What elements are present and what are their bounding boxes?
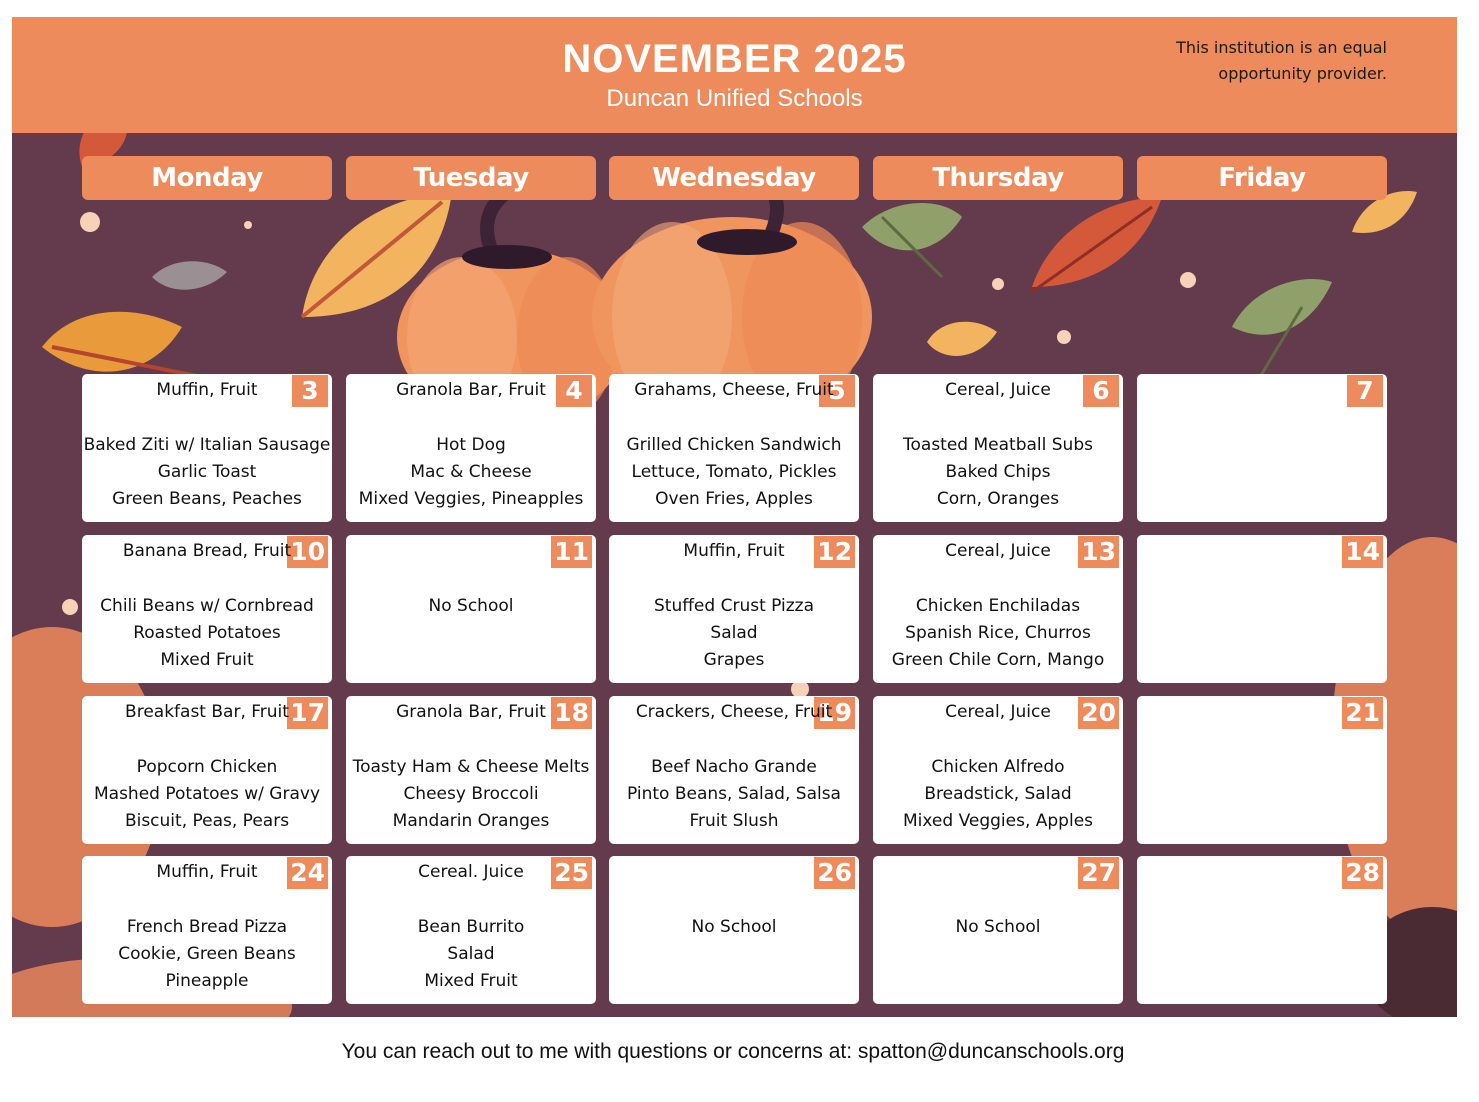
lunch-item: Fruit Slush <box>689 811 779 831</box>
lunch-item: Garlic Toast <box>157 462 257 482</box>
district-name: Duncan Unified Schools <box>606 85 863 112</box>
day-number-badge: 10 <box>287 536 328 568</box>
lunch-menu <box>609 754 859 835</box>
lunch-item <box>1137 486 1387 513</box>
lunch-item <box>873 941 1123 968</box>
lunch-menu <box>1137 432 1387 513</box>
weekday-header-thursday: Thursday <box>873 156 1123 200</box>
day-number-badge: 11 <box>551 536 592 568</box>
day-cell <box>609 535 859 683</box>
lunch-item <box>609 941 859 968</box>
day-cell <box>346 856 596 1004</box>
lunch-menu <box>609 914 859 995</box>
lunch-item <box>1137 432 1387 459</box>
lunch-item: Chicken Alfredo <box>931 757 1065 777</box>
day-cell <box>1137 374 1387 522</box>
leaf-icon <box>1232 279 1332 382</box>
day-number-badge: 27 <box>1078 857 1119 889</box>
lunch-item: Pineapple <box>165 971 249 991</box>
lunch-item <box>1137 593 1387 620</box>
lunch-item: Baked Chips <box>945 462 1051 482</box>
lunch-item <box>1137 808 1387 835</box>
lunch-item: Roasted Potatoes <box>133 623 281 643</box>
day-number-badge: 21 <box>1342 697 1383 729</box>
lunch-item: Baked Ziti w/ Italian Sausage <box>83 435 331 455</box>
lunch-item: Mac & Cheese <box>410 462 532 482</box>
page-title: NOVEMBER 2025 <box>562 37 907 81</box>
day-cell <box>609 856 859 1004</box>
lunch-item: Hot Dog <box>436 435 506 455</box>
lunch-item: Mixed Veggies, Pineapples <box>358 489 584 509</box>
leaf-icon <box>42 312 202 377</box>
lunch-item: Cheesy Broccoli <box>403 784 539 804</box>
lunch-item: Grilled Chicken Sandwich <box>626 435 842 455</box>
lunch-menu <box>1137 914 1387 995</box>
breakfast-snack: Muffin, Fruit <box>156 380 258 400</box>
day-number-badge: 25 <box>551 857 592 889</box>
breakfast-snack: Granola Bar, Fruit <box>396 702 546 722</box>
lunch-item: French Bread Pizza <box>126 917 288 937</box>
lunch-item: Mixed Fruit <box>160 650 254 670</box>
lunch-item: Grapes <box>703 650 765 670</box>
day-number-badge: 5 <box>819 375 855 407</box>
breakfast-snack: Breakfast Bar, Fruit <box>125 702 289 722</box>
lunch-item <box>346 647 596 674</box>
day-cell <box>873 856 1123 1004</box>
lunch-item: Breadstick, Salad <box>924 784 1072 804</box>
lunch-item: Chili Beans w/ Cornbread <box>100 596 314 616</box>
day-cell <box>346 374 596 522</box>
day-cell <box>609 696 859 844</box>
lunch-item: Mandarin Oranges <box>392 811 550 831</box>
day-cell <box>82 696 332 844</box>
breakfast-snack: Banana Bread, Fruit <box>122 541 292 561</box>
lunch-item: Stuffed Crust Pizza <box>653 596 815 616</box>
day-number-badge: 14 <box>1342 536 1383 568</box>
weekday-header-wednesday: Wednesday <box>609 156 859 200</box>
lunch-item: Spanish Rice, Churros <box>905 623 1091 643</box>
day-number-badge: 13 <box>1078 536 1119 568</box>
day-number-badge: 20 <box>1078 697 1119 729</box>
lunch-item <box>1137 754 1387 781</box>
lunch-item: No School <box>691 917 777 937</box>
lunch-item <box>1137 459 1387 486</box>
lunch-menu <box>346 593 596 674</box>
day-cell <box>82 535 332 683</box>
lunch-item: Toasty Ham & Cheese Melts <box>352 757 590 777</box>
weekday-header-friday: Friday <box>1137 156 1387 200</box>
weekday-header-tuesday: Tuesday <box>346 156 596 200</box>
day-cell <box>609 374 859 522</box>
lunch-item: Salad <box>447 944 495 964</box>
day-number-badge: 18 <box>551 697 592 729</box>
lunch-item: Beef Nacho Grande <box>651 757 817 777</box>
lunch-menu <box>82 914 332 995</box>
lunch-menu <box>346 432 596 513</box>
leaf-icon <box>862 203 962 277</box>
lunch-menu <box>346 914 596 995</box>
lunch-item <box>1137 914 1387 941</box>
lunch-item: Oven Fries, Apples <box>655 489 813 509</box>
lunch-item <box>346 620 596 647</box>
lunch-item: Salad <box>710 623 758 643</box>
breakfast-snack: Grahams, Cheese, Fruit <box>634 380 834 400</box>
day-number-badge: 19 <box>814 697 855 729</box>
lunch-menu <box>1137 593 1387 674</box>
day-cell <box>1137 696 1387 844</box>
lunch-item: Toasted Meatball Subs <box>903 435 1093 455</box>
calendar-poster <box>12 17 1457 1017</box>
day-number-badge: 17 <box>287 697 328 729</box>
lunch-item: Popcorn Chicken <box>136 757 278 777</box>
day-cell <box>82 856 332 1004</box>
day-cell <box>1137 856 1387 1004</box>
breakfast-snack: Cereal, Juice <box>945 702 1051 722</box>
day-cell <box>873 374 1123 522</box>
day-number-badge: 3 <box>292 375 328 407</box>
lunch-item: Pinto Beans, Salad, Salsa <box>627 784 841 804</box>
breakfast-snack: Muffin, Fruit <box>156 862 258 882</box>
lunch-item: Bean Burrito <box>417 917 525 937</box>
lunch-item: Corn, Oranges <box>936 489 1060 509</box>
lunch-item: No School <box>428 596 514 616</box>
lunch-menu <box>609 432 859 513</box>
breakfast-snack: Muffin, Fruit <box>683 541 785 561</box>
lunch-item <box>1137 620 1387 647</box>
contact-footer: You can reach out to me with questions or concerns at: spatton@duncanschools.org <box>341 1040 1125 1063</box>
day-number-badge: 4 <box>556 375 592 407</box>
lunch-item: Lettuce, Tomato, Pickles <box>631 462 837 482</box>
lunch-item <box>609 968 859 995</box>
day-cell <box>873 535 1123 683</box>
day-cell <box>1137 535 1387 683</box>
lunch-menu <box>609 593 859 674</box>
day-cell <box>346 696 596 844</box>
lunch-item: No School <box>955 917 1041 937</box>
day-number-badge: 24 <box>287 857 328 889</box>
lunch-item: Chicken Enchiladas <box>915 596 1081 616</box>
day-number-badge: 7 <box>1347 375 1383 407</box>
breakfast-snack: Cereal, Juice <box>945 380 1051 400</box>
breakfast-snack: Granola Bar, Fruit <box>396 380 546 400</box>
lunch-item <box>1137 968 1387 995</box>
lunch-item: Mixed Fruit <box>424 971 518 991</box>
equal-opportunity-notice: This institution is an equal opportunity provider. <box>1176 38 1387 83</box>
lunch-item: Green Chile Corn, Mango <box>891 650 1105 670</box>
leaf-icon <box>152 261 227 289</box>
day-number-badge: 28 <box>1342 857 1383 889</box>
leaf-icon <box>1032 197 1162 292</box>
breakfast-snack: Crackers, Cheese, Fruit <box>635 702 833 722</box>
weekday-header-monday: Monday <box>82 156 332 200</box>
lunch-item <box>1137 941 1387 968</box>
breakfast-snack: Cereal. Juice <box>418 862 524 882</box>
lunch-menu <box>873 593 1123 674</box>
day-cell <box>82 374 332 522</box>
lunch-item: Mixed Veggies, Apples <box>902 811 1094 831</box>
day-number-badge: 6 <box>1083 375 1119 407</box>
lunch-item <box>1137 781 1387 808</box>
lunch-item: Biscuit, Peas, Pears <box>124 811 290 831</box>
lunch-item <box>1137 647 1387 674</box>
header-banner <box>12 17 1457 133</box>
lunch-item: Mashed Potatoes w/ Gravy <box>93 784 321 804</box>
lunch-menu <box>873 914 1123 995</box>
lunch-menu <box>873 754 1123 835</box>
day-number-badge: 12 <box>814 536 855 568</box>
lunch-menu <box>82 593 332 674</box>
breakfast-snack: Cereal, Juice <box>945 541 1051 561</box>
lunch-menu <box>1137 754 1387 835</box>
day-cell <box>346 535 596 683</box>
lunch-item: Green Beans, Peaches <box>112 489 302 509</box>
lunch-menu <box>82 754 332 835</box>
lunch-item: Cookie, Green Beans <box>118 944 296 964</box>
leaf-icon <box>927 322 997 356</box>
day-cell <box>873 696 1123 844</box>
lunch-menu <box>82 432 332 513</box>
lunch-item <box>873 968 1123 995</box>
lunch-menu <box>873 432 1123 513</box>
day-number-badge: 26 <box>814 857 855 889</box>
lunch-menu <box>346 754 596 835</box>
